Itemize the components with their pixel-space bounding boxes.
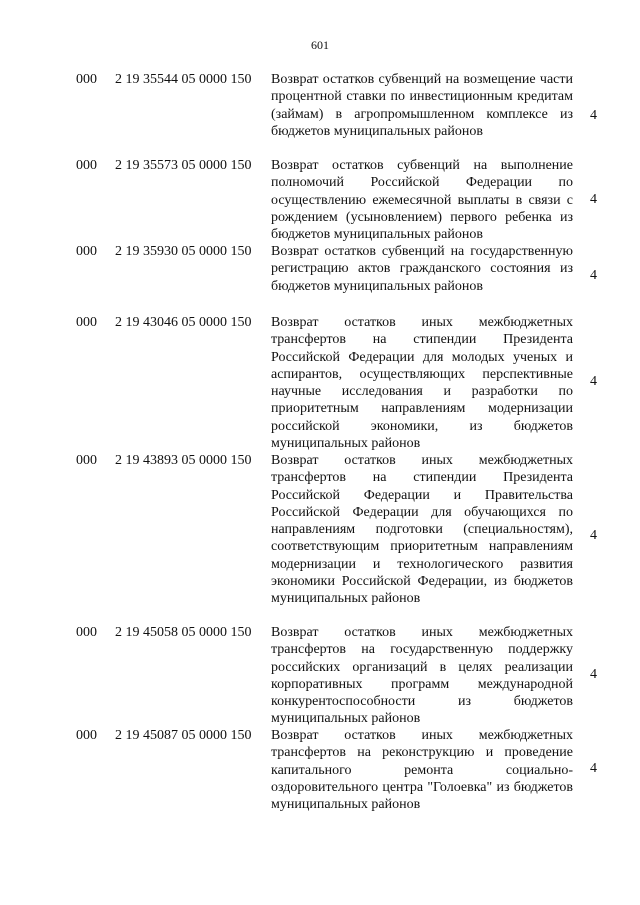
- admin-code: 000: [76, 244, 97, 259]
- column-4-value: 4: [590, 528, 597, 543]
- row-description: Возврат остатков субвенций на государственную регистрацию актов гражданского состояния из бюджетов муниципальных районов: [271, 244, 573, 294]
- budget-classification-code: 2 19 45087 05 0000 150: [115, 728, 252, 743]
- budget-classification-code: 2 19 45058 05 0000 150: [115, 625, 252, 640]
- column-4-value: 4: [590, 108, 597, 123]
- column-4-value: 4: [590, 374, 597, 389]
- row-description: Возврат остатков иных межбюджетных трансфертов на реконструкцию и проведение капитального ремонта социально-оздоровительного центра "Голоевка" из бюджетов муниципальных районов: [271, 728, 573, 813]
- column-4-value: 4: [590, 268, 597, 283]
- admin-code: 000: [76, 625, 97, 640]
- row-description: Возврат остатков иных межбюджетных трансфертов на стипендии Президента Российской Федерации и Правительства Российской Федерации для обучающихся по направлениям подготовки (специальностям), соответствующим приоритетным направлениям модернизации и технологического развития экономики Российской Федерации, из бюджетов муниципальных районов: [271, 453, 573, 607]
- admin-code: 000: [76, 72, 97, 87]
- row-description: Возврат остатков иных межбюджетных трансфертов на стипендии Президента Российской Федерации для молодых ученых и аспирантов, осуществляющих перспективные научные исследования и разработки по приоритетным направлениям модернизации российской экономики, из бюджетов муниципальных районов: [271, 315, 573, 452]
- budget-classification-code: 2 19 35544 05 0000 150: [115, 72, 252, 87]
- column-4-value: 4: [590, 192, 597, 207]
- admin-code: 000: [76, 158, 97, 173]
- admin-code: 000: [76, 453, 97, 468]
- page-number: 601: [311, 38, 329, 52]
- admin-code: 000: [76, 315, 97, 330]
- admin-code: 000: [76, 728, 97, 743]
- column-4-value: 4: [590, 761, 597, 776]
- column-4-value: 4: [590, 667, 597, 682]
- row-description: Возврат остатков субвенций на возмещение части процентной ставки по инвестиционным кредитам (займам) в агропромышленном комплексе из бюджетов муниципальных районов: [271, 72, 573, 139]
- budget-classification-code: 2 19 35573 05 0000 150: [115, 158, 252, 173]
- budget-classification-code: 2 19 43893 05 0000 150: [115, 453, 252, 468]
- row-description: Возврат остатков иных межбюджетных трансфертов на государственную поддержку российских организаций в целях реализации корпоративных программ международной конкурентоспособности из бюджетов муниципальных районов: [271, 625, 573, 727]
- budget-classification-code: 2 19 35930 05 0000 150: [115, 244, 252, 259]
- row-description: Возврат остатков субвенций на выполнение полномочий Российской Федерации по осуществлению ежемесячной выплаты в связи с рождением (усыновлением) первого ребенка из бюджетов муниципальных районов: [271, 158, 573, 243]
- budget-classification-code: 2 19 43046 05 0000 150: [115, 315, 252, 330]
